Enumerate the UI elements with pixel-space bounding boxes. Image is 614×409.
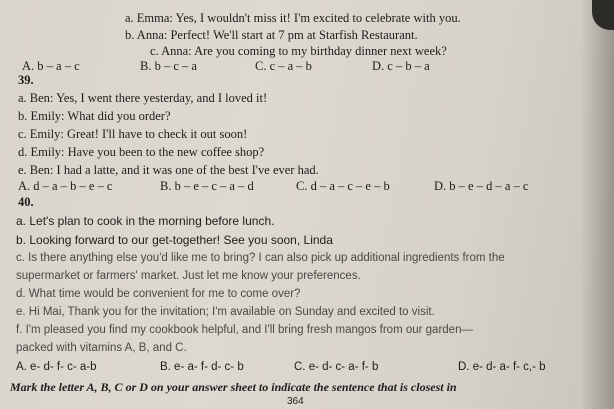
q39-option-d[interactable]: D. b – e – d – a – c <box>434 179 529 193</box>
section-instruction: Mark the letter A, B, C or D on your answer sheet to indicate the sentence that is closest in <box>10 380 457 394</box>
q40-sentence-d: d. What time would be convenient for me to come over? <box>16 288 301 300</box>
q38-sentence-b: b. Anna: Perfect! We'll start at 7 pm at Starfish Restaurant. <box>125 28 418 42</box>
q39-sentence-e: e. Ben: I had a latte, and it was one of the best I've ever had. <box>18 163 319 177</box>
q40-option-b[interactable]: B. e- a- f- d- c- b <box>160 361 244 373</box>
page-number: 364 <box>287 396 304 407</box>
q40-sentence-c-line1: c. Is there anything else you'd like me to bring? I can also pick up additional ingredients from the <box>16 252 505 264</box>
q38-option-c[interactable]: C. c – a – b <box>255 59 312 73</box>
q40-number: 40. <box>18 195 34 209</box>
q39-option-c[interactable]: C. d – a – c – e – b <box>296 179 390 193</box>
q39-option-a[interactable]: A. d – a – b – e – c <box>18 179 113 193</box>
q38-option-d[interactable]: D. c – b – a <box>372 59 430 73</box>
q40-sentence-b: b. Looking forward to our get-together! See you soon, Linda <box>16 233 333 247</box>
q38-option-a[interactable]: A. b – a – c <box>22 59 80 73</box>
page-edge-shadow <box>580 0 614 409</box>
q40-option-d[interactable]: D. e- d- a- f- c,- b <box>458 361 546 373</box>
q40-sentence-a: a. Let's plan to cook in the morning before lunch. <box>16 214 275 228</box>
q38-option-b[interactable]: B. b – c – a <box>140 59 197 73</box>
q39-option-b[interactable]: B. b – e – c – a – d <box>160 179 254 193</box>
q40-option-c[interactable]: C. e- d- c- a- f- b <box>294 361 379 373</box>
q39-sentence-a: a. Ben: Yes, I went there yesterday, and I loved it! <box>18 91 268 105</box>
q40-sentence-c-line2: supermarket or farmers' market. Just let me know your preferences. <box>16 270 361 282</box>
q40-sentence-e: e. Hi Mai, Thank you for the invitation; I'm available on Sunday and excited to visit. <box>16 306 435 318</box>
q39-number: 39. <box>18 73 34 87</box>
q38-sentence-a: a. Emma: Yes, I wouldn't miss it! I'm excited to celebrate with you. <box>125 11 461 25</box>
q38-sentence-c: c. Anna: Are you coming to my birthday dinner next week? <box>150 44 447 58</box>
q40-sentence-f-line2: packed with vitamins A, B, and C. <box>16 342 187 354</box>
q39-sentence-d: d. Emily: Have you been to the new coffee shop? <box>18 145 265 159</box>
q39-sentence-c: c. Emily: Great! I'll have to check it out soon! <box>18 127 248 141</box>
q40-option-a[interactable]: A. e- d- f- c- a-b <box>16 361 97 373</box>
q40-sentence-f-line1: f. I'm pleased you find my cookbook helpful, and I'll bring fresh mangos from our garden— <box>16 324 473 336</box>
q39-sentence-b: b. Emily: What did you order? <box>18 109 171 123</box>
